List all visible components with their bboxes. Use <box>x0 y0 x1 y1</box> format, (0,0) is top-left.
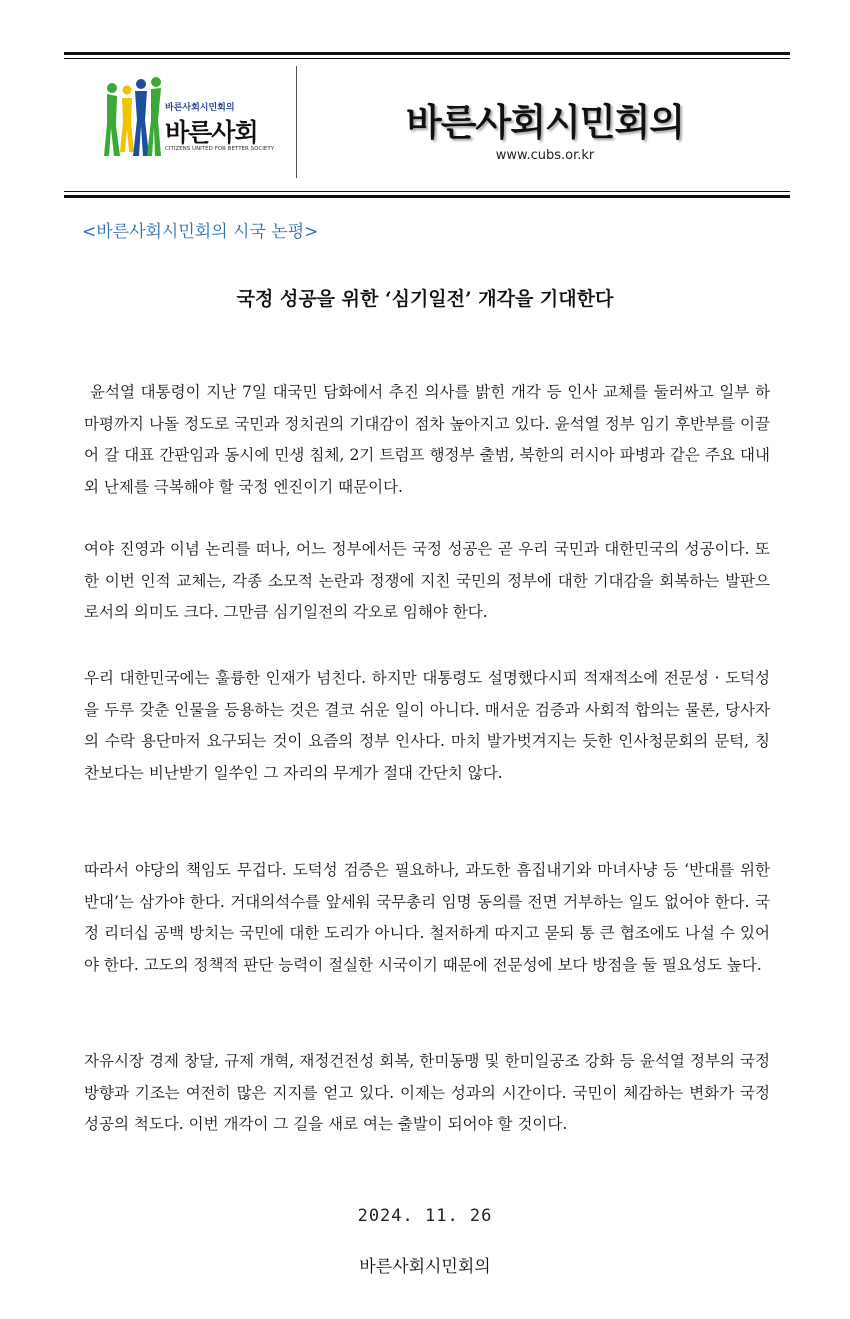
page-title: 국정 성공을 위한 ‘심기일전’ 개각을 기대한다 <box>236 288 614 310</box>
body-paragraph: 여야 진영과 이념 논리를 떠나, 어느 정부에서든 국정 성공은 곧 우리 국민과 대한민국의 성공이다. 또한 이번 인적 교체는, 각종 소모적 논란과 정쟁에 지친 국민의 정부에 대한 기대감을 회복하는 발판으로서의 의미도 크다. 그만큼 심기일전의 각오로 임해야 한다. <box>84 540 770 621</box>
org-url[interactable]: www.cubs.or.kr <box>495 148 595 163</box>
logo-small-text: 바른사회시민회의 <box>165 103 235 113</box>
signature: 바른사회시민회의 <box>359 1257 491 1277</box>
section-label: <바른사회시민회의 시국 논평> <box>82 222 319 242</box>
body-paragraph: 자유시장 경제 창달, 규제 개혁, 재정건전성 회복, 한미동맹 및 한미일공조 강화 등 윤석열 정부의 국정 방향과 기조는 여전히 많은 지지를 얻고 있다. 이제는 성과의 시간이다. 국민이 체감하는 변화가 국정 성공의 척도다. 이번 개각이 그 길을 새로 여는 출발이 되어야 할 것이다. <box>84 1052 770 1133</box>
publication-date: 2024. 11. 26 <box>357 1206 493 1226</box>
body-paragraph: 윤석열 대통령이 지난 7일 대국민 담화에서 추진 의사를 밝힌 개각 등 인사 교체를 둘러싸고 일부 하마평까지 나돌 정도로 국민과 정치권의 기대감이 점차 높아지고 있다. 윤석열 정부 임기 후반부를 이끌어 갈 대표 간판임과 동시에 민생 침체, 2기 트럼프 행정부 출범, 북한의 러시아 파병과 같은 주요 대내외 난제를 극복해야 할 국정 엔진이기 때문이다. <box>84 383 770 496</box>
body-paragraph: 따라서 야당의 책임도 무겁다. 도덕성 검증은 필요하나, 과도한 흠집내기와 마녀사냥 등 ‘반대를 위한 반대’는 삼가야 한다. 거대의석수를 앞세워 국무총리 임명 동의를 전면 거부하는 일도 없어야 한다. 국정 리더십 공백 방치는 국민에 대한 도리가 아니다. 철저하게 따지고 묻되 통 큰 협조에도 나설 수 있어야 한다. 고도의 정책적 판단 능력이 절실한 시국이기 때문에 전문성에 보다 방점을 둘 필요성도 높다. <box>84 861 770 974</box>
org-title: 바른사회시민회의 <box>406 101 684 144</box>
logo-main-text: 바른사회 <box>165 118 258 147</box>
header-divider <box>296 66 297 178</box>
header-top-rule <box>64 52 790 55</box>
people-figures-icon <box>104 76 164 160</box>
header-bottom-rule <box>64 195 790 198</box>
logo-sub-text: CITIZENS UNITED FOR BETTER SOCIETY <box>165 146 275 152</box>
body-paragraph: 우리 대한민국에는 훌륭한 인재가 넘친다. 하지만 대통령도 설명했다시피 적재적소에 전문성 · 도덕성을 두루 갖춘 인물을 등용하는 것은 결코 쉬운 일이 아니다. 매서운 검증과 사회적 합의는 물론, 당사자의 수락 용단마저 요구되는 것이 요즘의 정부 인사다. 마치 발가벗겨지는 듯한 인사청문회의 문턱, 칭찬보다는 비난받기 일쑤인 그 자리의 무게가 절대 간단치 않다. <box>84 669 770 782</box>
header-top-rule-thin <box>64 58 790 59</box>
header-bottom-rule-thin <box>64 191 790 192</box>
